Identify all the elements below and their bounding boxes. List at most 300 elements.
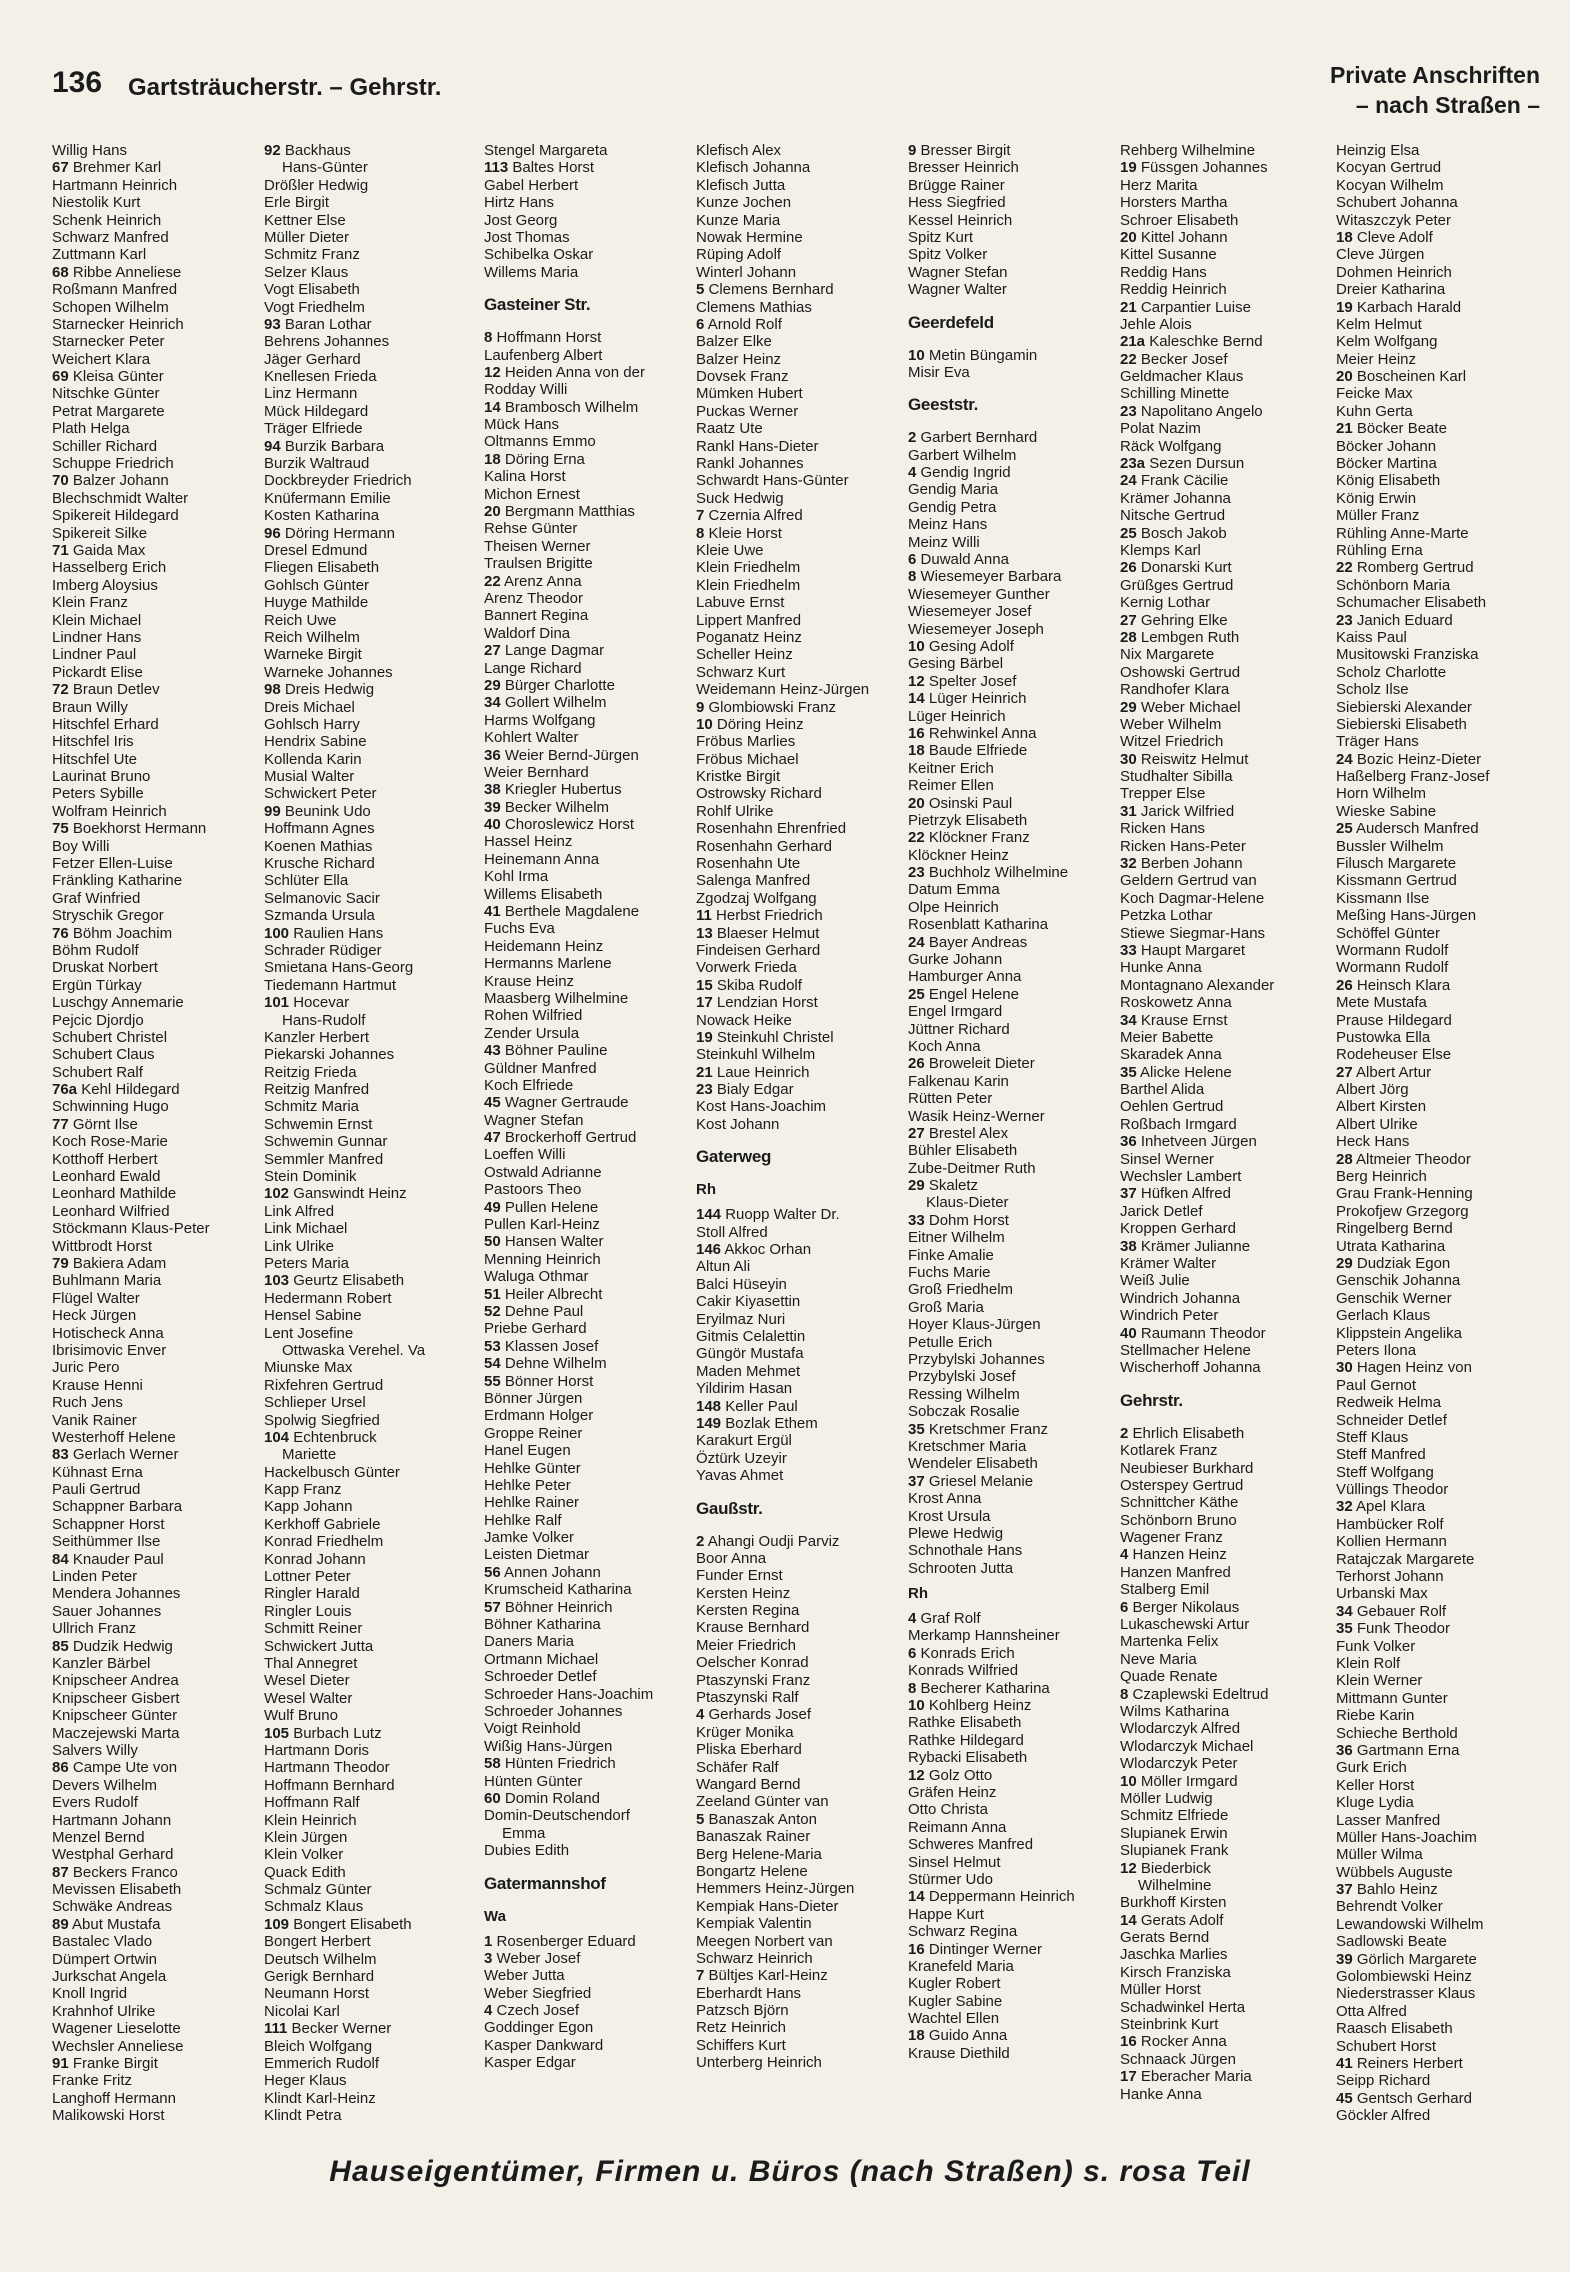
resident-entry	[264, 1516, 474, 1533]
resident-entry	[52, 1133, 262, 1150]
resident-name: Banaszak Anton	[708, 1810, 817, 1828]
house-number: 56	[484, 1563, 501, 1581]
resident-name: Wolfram Heinrich	[52, 802, 167, 820]
resident-entry	[52, 1846, 262, 1863]
resident-entry	[908, 1490, 1118, 1507]
resident-name: Hocevar	[293, 994, 350, 1012]
house-number: 57	[484, 1598, 501, 1616]
resident-entry	[1120, 1877, 1330, 1894]
resident-entry	[908, 464, 1118, 481]
resident-name: Ratajczak Margarete	[1336, 1550, 1475, 1568]
resident-name: Rankl Johannes	[696, 455, 804, 473]
resident-entry	[908, 1767, 1118, 1784]
section-title-line1: Private Anschriften	[1329, 62, 1540, 88]
resident-name: Klein Friedhelm	[696, 576, 801, 594]
resident-name: Lukaschewski Artur	[1120, 1616, 1250, 1634]
house-number: 39	[1336, 1950, 1353, 1968]
resident-entry	[908, 1021, 1118, 1038]
resident-name: Wesel Walter	[264, 1689, 353, 1707]
house-number: 8	[484, 329, 493, 347]
resident-name: Peters Ilona	[1336, 1341, 1417, 1359]
resident-name: Görnt Ilse	[72, 1115, 138, 1133]
resident-name: Klein Werner	[1336, 1672, 1423, 1690]
resident-entry	[264, 1812, 474, 1829]
resident-entry	[264, 1655, 474, 1672]
resident-entry	[1336, 1794, 1546, 1811]
resident-name: Kunze Jochen	[696, 194, 792, 212]
house-number: 40	[484, 816, 501, 834]
house-number: 29	[1120, 698, 1137, 716]
resident-entry	[908, 916, 1118, 933]
house-number: 45	[484, 1094, 501, 1112]
house-number: 15	[696, 976, 713, 994]
resident-entry	[264, 507, 474, 524]
resident-name: Broweleit Dieter	[928, 1055, 1035, 1073]
resident-entry	[908, 159, 1118, 176]
resident-name: Geldern Gertrud van	[1120, 872, 1257, 890]
resident-entry	[264, 785, 474, 802]
resident-name: Klein Jürgen	[264, 1828, 348, 1846]
resident-name: Schmitz Franz	[264, 246, 360, 264]
resident-name: Becker Josef	[1140, 350, 1228, 368]
resident-name: Fränkling Katharine	[52, 872, 183, 890]
resident-entry	[1336, 159, 1546, 176]
resident-entry	[264, 490, 474, 507]
resident-entry	[52, 351, 262, 368]
resident-entry	[908, 1108, 1118, 1125]
resident-entry	[484, 1251, 694, 1268]
resident-name: Krusche Richard	[264, 855, 375, 873]
resident-entry	[1336, 907, 1546, 924]
resident-name: Roskowetz Anna	[1120, 994, 1232, 1012]
resident-entry	[908, 1610, 1118, 1627]
resident-name: Weier Bernhard	[484, 763, 589, 781]
resident-name: Erdmann Holger	[484, 1407, 594, 1425]
resident-entry	[908, 725, 1118, 742]
resident-name: Apel Klara	[1356, 1498, 1426, 1516]
resident-name: Albert Ulrike	[1336, 1115, 1418, 1133]
resident-name: Mümken Hubert	[696, 385, 803, 403]
resident-entry	[696, 542, 906, 559]
resident-name: Backhaus	[284, 142, 351, 159]
resident-name: Hanzen Heinz	[1132, 1546, 1227, 1564]
resident-name: Rosenhahn Ehrenfried	[696, 820, 847, 838]
resident-entry	[1336, 368, 1546, 385]
resident-entry	[52, 1255, 262, 1272]
resident-entry	[696, 490, 906, 507]
resident-name: Gaida Max	[72, 541, 146, 559]
resident-entry	[696, 368, 906, 385]
resident-name: Kettner Else	[264, 211, 346, 229]
house-number: 22	[484, 572, 501, 590]
resident-entry	[264, 1551, 474, 1568]
resident-name: Braun Willy	[52, 698, 128, 716]
house-number: 30	[1336, 1359, 1353, 1377]
resident-entry	[264, 1185, 474, 1202]
house-number: 34	[1120, 1011, 1137, 1029]
resident-entry	[1336, 1377, 1546, 1394]
resident-entry	[264, 1046, 474, 1063]
resident-entry	[52, 1759, 262, 1776]
resident-entry	[52, 1777, 262, 1794]
resident-entry	[908, 1455, 1118, 1472]
house-number: 26	[908, 1055, 925, 1073]
resident-name: Salenga Manfred	[696, 872, 811, 890]
resident-name: Deppermann Heinrich	[928, 1888, 1075, 1906]
resident-name: Kristke Birgit	[696, 768, 781, 786]
resident-name: Pullen Karl-Heinz	[484, 1216, 600, 1234]
house-number: 91	[52, 2054, 69, 2072]
resident-name: Seithümmer Ilse	[52, 1533, 161, 1551]
resident-name: Müller Franz	[1336, 507, 1420, 525]
resident-name: Osinski Paul	[928, 794, 1013, 812]
resident-name: Hoffmann Horst	[496, 329, 602, 347]
resident-entry	[1336, 994, 1546, 1011]
resident-entry	[1336, 1012, 1546, 1029]
resident-entry	[52, 907, 262, 924]
resident-entry	[1120, 1860, 1330, 1877]
resident-entry	[1120, 629, 1330, 646]
resident-name: Akkoc Orhan	[724, 1241, 812, 1259]
resident-entry	[484, 212, 694, 229]
resident-name: Krause Heinz	[484, 972, 575, 990]
resident-name: Fuchs Marie	[908, 1264, 991, 1282]
house-number: 9	[696, 698, 705, 716]
house-number: 36	[484, 746, 501, 764]
house-number: 77	[52, 1115, 69, 1133]
resident-name: Windrich Johanna	[1120, 1289, 1241, 1307]
resident-name: Kranefeld Maria	[908, 1957, 1014, 1975]
house-number: 12	[1120, 1859, 1137, 1877]
resident-entry	[52, 1898, 262, 1915]
resident-entry	[1120, 455, 1330, 472]
resident-entry	[484, 920, 694, 937]
resident-name: Suck Hedwig	[696, 489, 784, 507]
resident-entry	[1336, 1742, 1546, 1759]
resident-entry	[484, 1825, 694, 1842]
resident-entry	[908, 194, 1118, 211]
resident-name: Puckas Werner	[696, 402, 799, 420]
resident-entry	[908, 899, 1118, 916]
resident-name: Starnecker Heinrich	[52, 315, 184, 333]
resident-entry	[1120, 1255, 1330, 1272]
resident-entry	[1336, 1916, 1546, 1933]
resident-name: Schilling Minette	[1120, 385, 1230, 403]
resident-name: Wormann Rudolf	[1336, 959, 1449, 977]
house-number: 4	[908, 464, 917, 482]
resident-name: Hunke Anna	[1120, 959, 1202, 977]
resident-name: Klefisch Jutta	[696, 176, 786, 194]
resident-entry	[908, 246, 1118, 263]
resident-entry	[1336, 1725, 1546, 1742]
resident-name: Wendeler Elisabeth	[908, 1455, 1038, 1473]
resident-entry	[908, 1386, 1118, 1403]
resident-entry	[52, 646, 262, 663]
resident-name: Osterspey Gertrud	[1120, 1476, 1244, 1494]
resident-entry	[264, 646, 474, 663]
resident-name: Möller Irmgard	[1140, 1772, 1238, 1790]
resident-name: Raumann Theodor	[1140, 1324, 1266, 1342]
resident-entry	[696, 2002, 906, 2019]
resident-entry	[696, 1811, 906, 1828]
resident-entry	[908, 1403, 1118, 1420]
resident-entry	[696, 1863, 906, 1880]
resident-entry	[484, 1668, 694, 1685]
resident-entry	[264, 942, 474, 959]
resident-entry	[484, 1286, 694, 1303]
resident-entry	[908, 568, 1118, 585]
resident-entry	[696, 525, 906, 542]
resident-entry	[1120, 525, 1330, 542]
resident-name: Lasser Manfred	[1336, 1811, 1441, 1829]
house-number: 69	[52, 368, 69, 386]
directory-column-1	[52, 142, 262, 2142]
resident-name: Schmitt Reiner	[264, 1620, 363, 1638]
resident-entry	[52, 1864, 262, 1881]
resident-name: Balzer Johann	[72, 472, 169, 490]
resident-entry	[1336, 1185, 1546, 1202]
resident-entry	[696, 264, 906, 281]
resident-entry	[1336, 1603, 1546, 1620]
resident-name: Link Michael	[264, 1220, 348, 1238]
resident-entry	[696, 959, 906, 976]
resident-name: Steinbrink Kurt	[1120, 2016, 1219, 2034]
resident-name: Kleisa Günter	[72, 368, 164, 386]
resident-entry	[908, 673, 1118, 690]
resident-entry	[264, 420, 474, 437]
resident-entry	[696, 872, 906, 889]
resident-name: Kissmann Ilse	[1336, 889, 1430, 907]
resident-name: Koch Anna	[908, 1037, 981, 1055]
resident-entry	[908, 1819, 1118, 1836]
resident-name: Przybylski Josef	[908, 1368, 1016, 1386]
resident-entry	[264, 316, 474, 333]
resident-entry	[484, 1181, 694, 1198]
resident-entry	[696, 820, 906, 837]
resident-entry	[696, 751, 906, 768]
resident-name: Ptaszynski Ralf	[696, 1689, 799, 1707]
resident-name: Kersten Heinz	[696, 1584, 791, 1602]
resident-entry	[908, 1680, 1118, 1697]
resident-entry	[1336, 1098, 1546, 1115]
resident-name: Geurtz Elisabeth	[293, 1272, 405, 1290]
resident-entry	[484, 573, 694, 590]
resident-entry	[264, 716, 474, 733]
resident-name: Träger Elfriede	[264, 420, 363, 438]
house-number: 47	[484, 1129, 501, 1147]
house-number: 49	[484, 1198, 501, 1216]
house-number: 148	[696, 1397, 722, 1415]
resident-name: Kugler Robert	[908, 1975, 1001, 1993]
resident-name: König Erwin	[1336, 489, 1417, 507]
house-number: 22	[1336, 559, 1353, 577]
resident-entry	[908, 760, 1118, 777]
resident-entry	[52, 1098, 262, 1115]
resident-entry	[696, 1064, 906, 1081]
resident-entry	[52, 1272, 262, 1289]
resident-name: Musitowski Franziska	[1336, 646, 1479, 664]
resident-name: Lembgen Ruth	[1140, 628, 1240, 646]
resident-name: Gentsch Gerhard	[1356, 2089, 1472, 2107]
house-number: 39	[484, 798, 501, 816]
resident-name: Ringler Louis	[264, 1602, 352, 1620]
resident-name: Klein Rolf	[1336, 1654, 1401, 1672]
house-number: 60	[484, 1789, 501, 1807]
resident-entry	[52, 1707, 262, 1724]
resident-entry	[908, 1801, 1118, 1818]
resident-name: Klein Heinrich	[264, 1811, 357, 1829]
resident-entry	[696, 281, 906, 298]
resident-entry	[696, 1828, 906, 1845]
resident-entry	[1336, 194, 1546, 211]
resident-name: Schneider Detlef	[1336, 1411, 1447, 1429]
resident-entry	[484, 2002, 694, 2019]
resident-name: Bongartz Helene	[696, 1862, 808, 1880]
resident-name: Groß Friedhelm	[908, 1281, 1014, 1299]
house-number: 79	[52, 1255, 69, 1272]
resident-name: Glombiowski Franz	[708, 698, 837, 716]
resident-name: Kleie Horst	[708, 524, 782, 542]
resident-entry	[696, 472, 906, 489]
house-number: 58	[484, 1755, 501, 1773]
resident-entry	[1336, 1116, 1546, 1133]
resident-name: Eryilmaz Nuri	[696, 1310, 786, 1328]
house-number: 8	[696, 524, 705, 542]
house-number: 55	[484, 1372, 501, 1390]
resident-entry	[1120, 1168, 1330, 1185]
resident-entry	[696, 768, 906, 785]
house-number: 68	[52, 263, 69, 281]
resident-entry	[908, 212, 1118, 229]
resident-name: Hehlke Ralf	[484, 1511, 562, 1529]
resident-name: Krost Anna	[908, 1490, 982, 1508]
resident-entry	[484, 159, 694, 176]
resident-name: Peters Sybille	[52, 785, 144, 803]
resident-name: Wechsler Anneliese	[52, 2037, 184, 2055]
resident-entry	[264, 1029, 474, 1046]
resident-name: Koch Rose-Marie	[52, 1133, 168, 1151]
resident-entry	[908, 655, 1118, 672]
resident-name: Terhorst Johann	[1336, 1568, 1444, 1586]
resident-entry	[696, 890, 906, 907]
resident-entry	[1336, 1585, 1546, 1602]
resident-entry	[696, 1776, 906, 1793]
resident-name: Heinzig Elsa	[1336, 142, 1420, 159]
resident-name: Krause Bernhard	[696, 1619, 810, 1637]
resident-name: Hartmann Johann	[52, 1811, 172, 1829]
resident-name: Kalina Horst	[484, 468, 566, 486]
resident-entry	[696, 333, 906, 350]
resident-entry	[52, 751, 262, 768]
resident-entry	[264, 299, 474, 316]
resident-name: Laufenberg Albert	[484, 346, 603, 364]
resident-entry	[1336, 525, 1546, 542]
resident-name: Menzel Bernd	[52, 1828, 145, 1846]
resident-name: Hedermann Robert	[264, 1289, 392, 1307]
resident-name: Wormann Rudolf	[1336, 941, 1449, 959]
house-number: 29	[1336, 1255, 1353, 1272]
resident-name: Berg Helene-Maria	[696, 1845, 822, 1863]
resident-name: Schuppe Friedrich	[52, 455, 174, 473]
resident-entry	[1336, 2072, 1546, 2089]
resident-name: Pastoors Theo	[484, 1181, 582, 1199]
resident-name: Klippstein Angelika	[1336, 1324, 1462, 1342]
resident-name: Müller Hans-Joachim	[1336, 1828, 1477, 1846]
resident-entry	[696, 2037, 906, 2054]
house-number: 144	[696, 1206, 722, 1224]
house-number: 27	[1120, 611, 1137, 629]
resident-name: Schubert Horst	[1336, 2037, 1437, 2055]
resident-name: Rosenhahn Gerhard	[696, 837, 832, 855]
resident-entry	[484, 1303, 694, 1320]
resident-name: Kleie Uwe	[696, 541, 764, 559]
resident-name: Kasper Dankward	[484, 2036, 604, 2054]
resident-entry	[52, 229, 262, 246]
resident-entry	[1336, 1951, 1546, 1968]
resident-entry	[1336, 1325, 1546, 1342]
resident-name: Schappner Horst	[52, 1515, 165, 1533]
resident-entry	[1336, 1690, 1546, 1707]
resident-name: Vogt Elisabeth	[264, 281, 360, 299]
house-number: 4	[1120, 1546, 1129, 1564]
resident-name: Ricken Hans	[1120, 820, 1206, 838]
resident-entry	[1120, 1325, 1330, 1342]
resident-entry	[696, 403, 906, 420]
resident-name: Alicke Helene	[1140, 1063, 1232, 1081]
resident-name: Hess Siegfried	[908, 194, 1006, 212]
resident-name: Utrata Katharina	[1336, 1237, 1446, 1255]
resident-name: Krämer Johanna	[1120, 489, 1231, 507]
resident-name: Wiesemeyer Barbara	[920, 568, 1062, 586]
resident-name: Knoll Ingrid	[52, 1985, 128, 2003]
resident-name: Mittmann Gunter	[1336, 1689, 1448, 1707]
resident-entry	[1336, 2003, 1546, 2020]
resident-entry	[484, 1842, 694, 1859]
resident-name: König Elisabeth	[1336, 472, 1441, 490]
resident-entry	[1120, 1842, 1330, 1859]
resident-name: Campe Ute von	[72, 1759, 178, 1777]
resident-entry	[908, 1958, 1118, 1975]
resident-entry	[484, 1564, 694, 1581]
resident-entry	[696, 1846, 906, 1863]
resident-entry	[1120, 1425, 1330, 1442]
resident-entry	[264, 1098, 474, 1115]
resident-entry	[264, 194, 474, 211]
resident-name: Traulsen Brigitte	[484, 555, 593, 573]
resident-name: Ribbe Anneliese	[72, 263, 182, 281]
resident-entry	[908, 1125, 1118, 1142]
resident-entry	[52, 1012, 262, 1029]
resident-name: Träger Hans	[1336, 733, 1419, 751]
resident-entry	[1336, 1985, 1546, 2002]
resident-name: Hanel Eugen	[484, 1442, 571, 1460]
resident-entry	[52, 490, 262, 507]
resident-entry	[1336, 1238, 1546, 1255]
resident-entry	[264, 1777, 474, 1794]
resident-name: Rohlf Ulrike	[696, 802, 774, 820]
resident-entry	[1120, 177, 1330, 194]
resident-name: Gerats Adolf	[1140, 1911, 1224, 1929]
resident-name: Plath Helga	[52, 420, 130, 438]
resident-entry	[1336, 1046, 1546, 1063]
resident-entry	[52, 1933, 262, 1950]
house-number: 76	[52, 924, 69, 942]
resident-entry	[908, 447, 1118, 464]
resident-entry	[52, 1916, 262, 1933]
resident-entry	[52, 1412, 262, 1429]
resident-name: Eitner Wilhelm	[908, 1229, 1005, 1247]
resident-entry	[264, 664, 474, 681]
